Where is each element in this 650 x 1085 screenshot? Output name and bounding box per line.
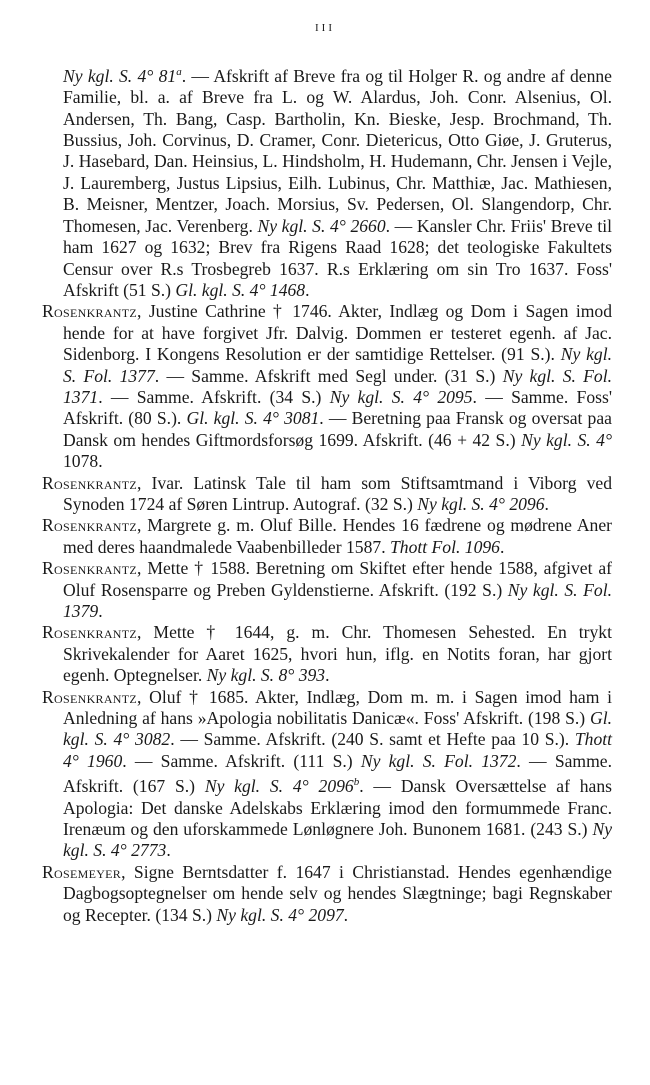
entry-text: . [343, 904, 349, 925]
catalog-entry [42, 622, 612, 686]
shelfmark: Ny kgl. S. 4° 2095 [329, 386, 473, 407]
catalog-entry [42, 687, 612, 862]
entry-surname: Rosenkrantz [42, 472, 138, 493]
shelfmark: Ny kgl. S. 4° 2773 [63, 818, 612, 861]
entry-continuation [42, 62, 612, 301]
entry-surname: Rosemeyer [42, 861, 122, 882]
shelfmark: Gl. kgl. S. 4° 3081 [186, 408, 320, 429]
entry-surname: Rosenkrantz [42, 622, 138, 643]
catalog-entry [42, 473, 612, 516]
entry-text: . — Kansler Chr. Friis' Breve til ham 1627 og 1632; Brev fra Rigens Raad 1628; det teologiske Fakultets Censur over R.s Trosbegreb 1637. R.s Erklæring om sin Tro 1637. Foss' Afskrift (51 S.) [63, 215, 613, 300]
entry-text: . [166, 840, 171, 861]
shelfmark: Ny kgl. S. 8° 393 [206, 665, 326, 686]
catalog-entry [42, 862, 612, 926]
shelfmark: Thott Fol. 1096 [390, 536, 500, 557]
entry-text: . — Beretning paa Fransk og oversat paa Dansk om hendes Giftmordsforsøg 1699. Afskrift. (46 + 42 S.) [63, 408, 612, 450]
shelfmark: Ny kgl. S. 4° 2097 [216, 904, 344, 925]
entry-text: . [544, 493, 549, 514]
entry-text: . [325, 665, 330, 686]
shelfmark: Ny kgl. S. 4° [521, 429, 612, 450]
shelfmark-superscript: b [353, 776, 360, 789]
catalog-entry [42, 515, 612, 558]
entry-text: 1078. [63, 451, 103, 472]
catalog-entry [42, 301, 612, 472]
shelfmark: Ny kgl. S. Fol. 1379 [63, 579, 612, 622]
entry-text: , Ivar. Latinsk Tale til ham som Stiftsamtmand i Viborg ved Synoden 1724 af Søren Lintrup. Autograf. (32 S.) [63, 472, 612, 514]
shelfmark: Ny kgl. S. Fol. 1371 [63, 365, 612, 407]
entry-text: . — Samme. Afskrift. (111 S.) [122, 750, 361, 771]
entry-text: , Justine Cathrine † 1746. Akter, Indlæg og Dom i Sagen imod hende for at have forgivet Jfr. Dalvig. Dommen er testeret egenh. af Jac. Sidenborg. I Kongens Resolution er der samtidige Rettelser. (91 S.). [63, 301, 612, 365]
entry-text: , Signe Berntsdatter f. 1647 i Christianstad. Hendes egenhændige Dagbogsoptegnelser om hende selv og hendes Slægtninge; bagi Regnskaber og Recepter. (134 S.) [63, 861, 612, 925]
entry-text: . [98, 601, 103, 622]
shelfmark-superscript: a [176, 66, 182, 78]
entry-surname: Rosenkrantz [42, 301, 138, 322]
entry-surname: Rosenkrantz [42, 686, 138, 707]
catalog-entry [42, 558, 612, 622]
entry-text: , Mette † 1644, g. m. Chr. Thomesen Sehested. En trykt Skrivekalender for Aaret 1625, hvori hun, iflg. en Notits foran, har gjort egenh. Optegnelser. [63, 622, 612, 686]
entry-text: , Mette † 1588. Beretning om Skiftet efter hende 1588, afgivet af Oluf Rosensparre og Preben Gyldenstierne. Afskrift. (192 S.) [63, 558, 612, 600]
entry-text: . — Samme. Afskrift. (34 S.) [98, 386, 330, 407]
shelfmark: Ny kgl. S. 4° 2096 [417, 493, 545, 514]
entry-text: . — Dansk Oversættelse af hans Apologia: Det danske Adelskabs Erklæring imod den formummede Franc. Irenæum og den uforskammede Lønløgnere Joh. Bunonem 1681. (243 S.) [63, 776, 613, 839]
entry-text: , Margrete g. m. Oluf Bille. Hendes 16 fædrene og mødrene Aner med deres haandmalede Vaabenbilleder 1587. [63, 515, 612, 557]
shelfmark: Gl. kgl. S. 4° 3082 [63, 708, 612, 750]
shelfmark: Ny kgl. S. Fol. 1377 [63, 344, 612, 386]
entry-text: . — Samme. Afskrift. (167 S.) [63, 750, 613, 797]
page-number: III [315, 22, 335, 34]
entry-text: . — Samme. Afskrift med Segl under. (31 S.) [154, 365, 503, 386]
shelfmark: Gl. kgl. S. 4° 1468 [175, 279, 306, 300]
entry-text: . — Samme. Foss' Afskrift. (80 S.). [63, 386, 612, 429]
entry-surname: Rosenkrantz [42, 515, 138, 536]
catalog-entries [42, 62, 612, 926]
shelfmark: Ny kgl. S. Fol. 1372 [360, 750, 517, 771]
entry-surname: Rosenkrantz [42, 558, 138, 579]
entry-text: , Oluf † 1685. Akter, Indlæg, Dom m. m. i Sagen imod ham i Anledning af hans »Apologia nobilitatis Danicæ«. Foss' Afskrift. (198 S.) [63, 686, 612, 729]
shelfmark: Ny kgl. S. 4° 2096 [204, 776, 354, 797]
entry-text: . [305, 279, 310, 300]
entry-text: . — Afskrift af Breve fra og til Holger R. og andre af denne Familie, bl. a. af Breve fra L. og W. Alardus, Joh. Conr. Alsenius, Ol. Andersen, Th. Bang, Casp. Bartholin, Kn. Bieske, Jesp. Brochmand, Th. Bussius, Joh. Corvinus, D. Cramer, Conr. Dietericus, Otto Giøe, J. Gruterus, J. Hasebard, Dan. Heinsius, L. Hindsholm, H. Hudemann, Chr. Jensen i Vejle, J. Lauremberg, Justus Lipsius, Eilh. Lubinus, Chr. Matthiæ, Jac. Mathiesen, B. Meisner, Mentzer, Joach. Morsius, Sv. Pedersen, Ol. Slangendorp, Chr. Thomesen, Jac. Verenberg. [63, 65, 612, 236]
shelfmark: Ny kgl. S. 4° 81 [63, 65, 177, 86]
shelfmark: Thott 4° 1960 [63, 729, 613, 771]
entry-text: . [499, 536, 505, 557]
shelfmark: Ny kgl. S. 4° 2660 [257, 215, 386, 236]
entry-text: . — Samme. Afskrift. (240 S. samt et Hefte paa 10 S.). [170, 729, 575, 750]
